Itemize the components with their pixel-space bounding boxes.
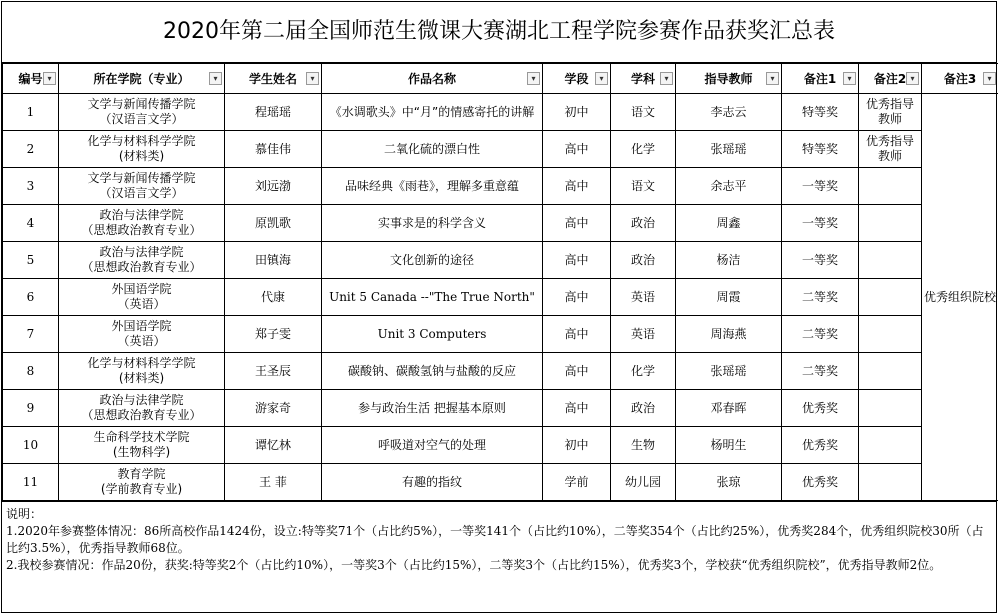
cell-college[interactable] — [59, 168, 225, 205]
cell-text: 文化创新的途径 — [390, 253, 474, 267]
header-college[interactable] — [59, 64, 225, 94]
cell-student[interactable] — [225, 390, 322, 427]
cell-subject[interactable] — [611, 94, 676, 131]
cell-text: 2 — [27, 142, 35, 156]
cell-text: 张琼 — [716, 475, 740, 489]
cell-teacher[interactable] — [676, 390, 782, 427]
college-name: 政治与法律学院 — [99, 245, 183, 259]
cell-note2[interactable] — [859, 205, 922, 242]
table-row — [3, 279, 998, 316]
table-row — [3, 316, 998, 353]
cell-text: 高中 — [564, 290, 588, 304]
cell-text: 初中 — [564, 438, 588, 452]
major-name: (材料类) — [119, 371, 164, 385]
header-label: 备注2 — [874, 72, 906, 86]
cell-text: 郑子雯 — [255, 327, 291, 341]
cell-stage[interactable] — [543, 464, 611, 501]
cell-student[interactable] — [225, 168, 322, 205]
cell-text: 高中 — [564, 142, 588, 156]
cell-text: 5 — [27, 253, 35, 267]
major-name: （思想政治教育专业） — [81, 223, 201, 237]
cell-text: 呼吸道对空气的处理 — [378, 438, 486, 452]
cell-text: 10 — [23, 438, 38, 452]
cell-text: Unit 3 Computers — [378, 327, 487, 341]
cell-no[interactable] — [3, 353, 59, 390]
major-name: (生物科学) — [113, 445, 170, 459]
cell-no[interactable] — [3, 427, 59, 464]
cell-text: 6 — [27, 290, 35, 304]
header-subject[interactable] — [611, 64, 676, 94]
cell-subject[interactable] — [611, 316, 676, 353]
cell-text: 特等奖 — [802, 105, 838, 119]
cell-subject[interactable] — [611, 242, 676, 279]
cell-text: 优秀奖 — [802, 438, 838, 452]
major-name: （思想政治教育专业） — [81, 260, 201, 274]
cell-teacher[interactable] — [676, 94, 782, 131]
cell-note1[interactable] — [782, 279, 859, 316]
cell-text: 二等奖 — [802, 364, 838, 378]
cell-subject[interactable] — [611, 427, 676, 464]
cell-work[interactable] — [322, 279, 543, 316]
table-title: 2020年第二届全国师范生微课大赛湖北工程学院参赛作品获奖汇总表 — [2, 2, 996, 63]
cell-text: 政治 — [631, 401, 655, 415]
cell-text: 优秀指导教师 — [866, 134, 914, 163]
cell-text: 政治 — [631, 253, 655, 267]
cell-college[interactable] — [59, 242, 225, 279]
filter-dropdown-icon[interactable]: ▾ — [209, 72, 222, 85]
header-label: 编号 — [18, 72, 42, 86]
cell-text: 化学 — [631, 364, 655, 378]
cell-text: 《水调歌头》中“月”的情感寄托的讲解 — [330, 105, 534, 119]
major-name: （汉语言文学） — [99, 112, 183, 126]
cell-note1[interactable] — [782, 464, 859, 501]
cell-stage[interactable] — [543, 353, 611, 390]
college-name: 化学与材料科学学院 — [87, 134, 195, 148]
header-label: 备注1 — [804, 72, 836, 86]
cell-text: 高中 — [564, 364, 588, 378]
cell-text: 原凯歌 — [255, 216, 291, 230]
cell-text: 高中 — [564, 327, 588, 341]
cell-subject[interactable] — [611, 131, 676, 168]
cell-text: 化学 — [631, 142, 655, 156]
cell-text: 邓春晖 — [710, 401, 746, 415]
filter-dropdown-icon[interactable]: ▾ — [306, 72, 319, 85]
header-note2[interactable] — [859, 64, 922, 94]
college-name: 政治与法律学院 — [99, 208, 183, 222]
table-row — [3, 131, 998, 168]
cell-stage[interactable] — [543, 168, 611, 205]
cell-text: 幼儿园 — [625, 475, 661, 489]
cell-text: 张瑶瑶 — [710, 142, 746, 156]
cell-text: 二等奖 — [802, 327, 838, 341]
cell-college[interactable] — [59, 279, 225, 316]
cell-stage[interactable] — [543, 279, 611, 316]
cell-college[interactable] — [59, 353, 225, 390]
cell-work[interactable] — [322, 131, 543, 168]
cell-text: 余志平 — [710, 179, 746, 193]
header-label: 备注3 — [944, 72, 976, 86]
cell-teacher[interactable] — [676, 427, 782, 464]
cell-subject[interactable] — [611, 168, 676, 205]
cell-work[interactable] — [322, 427, 543, 464]
major-name: （汉语言文学） — [99, 186, 183, 200]
cell-no[interactable] — [3, 316, 59, 353]
cell-no[interactable] — [3, 390, 59, 427]
table-row — [3, 353, 998, 390]
table-row — [3, 242, 998, 279]
cell-text: 李志云 — [710, 105, 746, 119]
cell-text: 优秀组织院校 — [924, 290, 996, 304]
cell-text: 实事求是的科学含义 — [378, 216, 486, 230]
cell-stage[interactable] — [543, 94, 611, 131]
cell-stage[interactable] — [543, 205, 611, 242]
cell-text: 一等奖 — [802, 216, 838, 230]
cell-no[interactable] — [3, 242, 59, 279]
cell-note2[interactable] — [859, 242, 922, 279]
major-name: （英语） — [117, 297, 165, 311]
cell-text: 优秀指导教师 — [866, 97, 914, 126]
major-name: （思想政治教育专业） — [81, 408, 201, 422]
cell-student[interactable] — [225, 464, 322, 501]
cell-text: 刘远渤 — [255, 179, 291, 193]
cell-text: 优秀奖 — [802, 475, 838, 489]
header-label: 作品名称 — [408, 72, 456, 86]
cell-text: 田镇海 — [255, 253, 291, 267]
cell-work[interactable] — [322, 353, 543, 390]
cell-stage[interactable] — [543, 390, 611, 427]
cell-note1[interactable] — [782, 131, 859, 168]
cell-note2[interactable] — [859, 353, 922, 390]
cell-note2[interactable] — [859, 316, 922, 353]
cell-text: 代康 — [261, 290, 285, 304]
cell-college[interactable] — [59, 464, 225, 501]
cell-text: 杨明生 — [710, 438, 746, 452]
filter-dropdown-icon[interactable]: ▾ — [983, 72, 996, 85]
cell-college[interactable] — [59, 390, 225, 427]
filter-dropdown-icon[interactable]: ▾ — [43, 72, 56, 85]
cell-subject[interactable] — [611, 205, 676, 242]
cell-subject[interactable] — [611, 353, 676, 390]
cell-work[interactable] — [322, 390, 543, 427]
college-name: 政治与法律学院 — [99, 393, 183, 407]
cell-text: 张瑶瑶 — [710, 364, 746, 378]
cell-text: 谭忆林 — [255, 438, 291, 452]
cell-note1[interactable] — [782, 242, 859, 279]
cell-text: 高中 — [564, 253, 588, 267]
college-name: 文学与新闻传播学院 — [87, 171, 195, 185]
cell-teacher[interactable] — [676, 131, 782, 168]
cell-text: 参与政治生活 把握基本原则 — [358, 401, 506, 415]
cell-text: 王 菲 — [259, 475, 287, 489]
cell-note2[interactable] — [859, 131, 922, 168]
cell-text: 语文 — [631, 105, 655, 119]
cell-note2[interactable] — [859, 464, 922, 501]
filter-dropdown-icon[interactable]: ▾ — [766, 72, 779, 85]
filter-dropdown-icon[interactable]: ▾ — [660, 72, 673, 85]
cell-no[interactable] — [3, 464, 59, 501]
header-teacher[interactable] — [676, 64, 782, 94]
cell-work[interactable] — [322, 94, 543, 131]
cell-text: 7 — [27, 327, 35, 341]
cell-text: 4 — [27, 216, 35, 230]
cell-note1[interactable] — [782, 316, 859, 353]
header-work[interactable] — [322, 64, 543, 94]
cell-work[interactable] — [322, 464, 543, 501]
table-row — [3, 427, 998, 464]
cell-text: 慕佳伟 — [255, 142, 291, 156]
cell-text: 周霞 — [716, 290, 740, 304]
cell-work[interactable] — [322, 205, 543, 242]
cell-note1[interactable] — [782, 427, 859, 464]
table-row — [3, 94, 998, 131]
cell-subject[interactable] — [611, 464, 676, 501]
cell-student[interactable] — [225, 279, 322, 316]
cell-stage[interactable] — [543, 242, 611, 279]
cell-note1[interactable] — [782, 390, 859, 427]
cell-work[interactable] — [322, 242, 543, 279]
cell-note1[interactable] — [782, 353, 859, 390]
cell-college[interactable] — [59, 427, 225, 464]
college-name: 教育学院 — [117, 467, 165, 481]
cell-text: 一等奖 — [802, 253, 838, 267]
cell-student[interactable] — [225, 242, 322, 279]
cell-text: 高中 — [564, 401, 588, 415]
cell-teacher[interactable] — [676, 205, 782, 242]
cell-work[interactable] — [322, 168, 543, 205]
header-label: 所在学院（专业） — [93, 72, 189, 86]
cell-text: 二等奖 — [802, 290, 838, 304]
notes-heading: 说明： — [6, 506, 992, 523]
cell-text: 杨洁 — [716, 253, 740, 267]
cell-no[interactable] — [3, 131, 59, 168]
header-row — [3, 64, 998, 94]
major-name: (学前教育专业) — [101, 482, 182, 496]
cell-text: 有趣的指纹 — [402, 475, 462, 489]
cell-no[interactable] — [3, 205, 59, 242]
header-label: 学生姓名 — [249, 72, 297, 86]
filter-dropdown-icon[interactable]: ▾ — [906, 72, 919, 85]
cell-text: 8 — [27, 364, 35, 378]
table-row — [3, 168, 998, 205]
header-label: 指导教师 — [704, 72, 752, 86]
cell-text: 周鑫 — [716, 216, 740, 230]
cell-text: 语文 — [631, 179, 655, 193]
cell-work[interactable] — [322, 316, 543, 353]
college-name: 生命科学技术学院 — [93, 430, 189, 444]
cell-note1[interactable] — [782, 94, 859, 131]
cell-text: 品味经典《雨巷》，理解多重意蕴 — [345, 179, 519, 193]
cell-student[interactable] — [225, 205, 322, 242]
major-name: (材料类) — [119, 149, 164, 163]
cell-student[interactable] — [225, 131, 322, 168]
cell-teacher[interactable] — [676, 464, 782, 501]
cell-student[interactable] — [225, 94, 322, 131]
cell-college[interactable] — [59, 131, 225, 168]
cell-text: 学前 — [564, 475, 588, 489]
cell-no[interactable] — [3, 94, 59, 131]
cell-text: 3 — [27, 179, 35, 193]
table-row — [3, 390, 998, 427]
cell-teacher[interactable] — [676, 168, 782, 205]
cell-text: 碳酸钠、碳酸氢钠与盐酸的反应 — [348, 364, 516, 378]
cell-text: 特等奖 — [802, 142, 838, 156]
cell-text: 11 — [23, 475, 38, 489]
cell-text: 游家奇 — [255, 401, 291, 415]
cell-note3-merged[interactable] — [922, 94, 998, 501]
cell-teacher[interactable] — [676, 242, 782, 279]
header-note3[interactable] — [922, 64, 998, 94]
cell-subject[interactable] — [611, 279, 676, 316]
filter-dropdown-icon[interactable]: ▾ — [527, 72, 540, 85]
cell-note2[interactable] — [859, 94, 922, 131]
cell-note1[interactable] — [782, 205, 859, 242]
cell-student[interactable] — [225, 427, 322, 464]
cell-subject[interactable] — [611, 390, 676, 427]
filter-dropdown-icon[interactable]: ▾ — [595, 72, 608, 85]
cell-note2[interactable] — [859, 168, 922, 205]
cell-teacher[interactable] — [676, 316, 782, 353]
cell-note2[interactable] — [859, 390, 922, 427]
header-note1[interactable] — [782, 64, 859, 94]
cell-text: 高中 — [564, 216, 588, 230]
cell-text: 一等奖 — [802, 179, 838, 193]
header-no[interactable] — [3, 64, 59, 94]
award-table — [2, 63, 998, 501]
cell-text: Unit 5 Canada --"The True North" — [329, 290, 535, 304]
header-label: 学段 — [564, 72, 588, 86]
cell-text: 英语 — [631, 327, 655, 341]
cell-stage[interactable] — [543, 131, 611, 168]
cell-text: 高中 — [564, 179, 588, 193]
cell-teacher[interactable] — [676, 353, 782, 390]
cell-text: 1 — [27, 105, 35, 119]
cell-text: 优秀奖 — [802, 401, 838, 415]
header-label: 学科 — [631, 72, 655, 86]
cell-college[interactable] — [59, 316, 225, 353]
cell-text: 9 — [27, 401, 35, 415]
table-row — [3, 205, 998, 242]
cell-stage[interactable] — [543, 316, 611, 353]
major-name: （英语） — [117, 334, 165, 348]
college-name: 文学与新闻传播学院 — [87, 97, 195, 111]
college-name: 外国语学院 — [111, 282, 171, 296]
cell-text: 政治 — [631, 216, 655, 230]
college-name: 化学与材料科学学院 — [87, 356, 195, 370]
notes-section — [2, 501, 996, 574]
cell-text: 程瑶瑶 — [255, 105, 291, 119]
cell-text: 王圣辰 — [255, 364, 291, 378]
cell-student[interactable] — [225, 316, 322, 353]
notes-line-2: 2.我校参赛情况：作品20份，获奖:特等奖2个（占比约10%），一等奖3个（占比约15%），二等奖3个（占比约15%），优秀奖3个，学校获“优秀组织院校”，优秀指导教师2位。 — [6, 557, 992, 574]
cell-no[interactable] — [3, 279, 59, 316]
cell-college[interactable] — [59, 94, 225, 131]
cell-note2[interactable] — [859, 279, 922, 316]
filter-dropdown-icon[interactable]: ▾ — [843, 72, 856, 85]
cell-text: 初中 — [564, 105, 588, 119]
cell-stage[interactable] — [543, 427, 611, 464]
college-name: 外国语学院 — [111, 319, 171, 333]
header-student[interactable] — [225, 64, 322, 94]
cell-text: 周海燕 — [710, 327, 746, 341]
cell-college[interactable] — [59, 205, 225, 242]
cell-note1[interactable] — [782, 168, 859, 205]
cell-no[interactable] — [3, 168, 59, 205]
header-stage[interactable] — [543, 64, 611, 94]
cell-student[interactable] — [225, 353, 322, 390]
cell-text: 生物 — [631, 438, 655, 452]
cell-teacher[interactable] — [676, 279, 782, 316]
cell-text: 二氧化硫的漂白性 — [384, 142, 480, 156]
notes-line-1: 1.2020年参赛整体情况：86所高校作品1424份，设立:特等奖71个（占比约5%），一等奖141个（占比约10%），二等奖354个（占比约25%），优秀奖284个，优秀组织院校30所（占比约3.5%），优秀指导教师68位。 — [6, 523, 992, 557]
spreadsheet — [1, 1, 997, 613]
cell-note2[interactable] — [859, 427, 922, 464]
cell-text: 英语 — [631, 290, 655, 304]
table-row — [3, 464, 998, 501]
